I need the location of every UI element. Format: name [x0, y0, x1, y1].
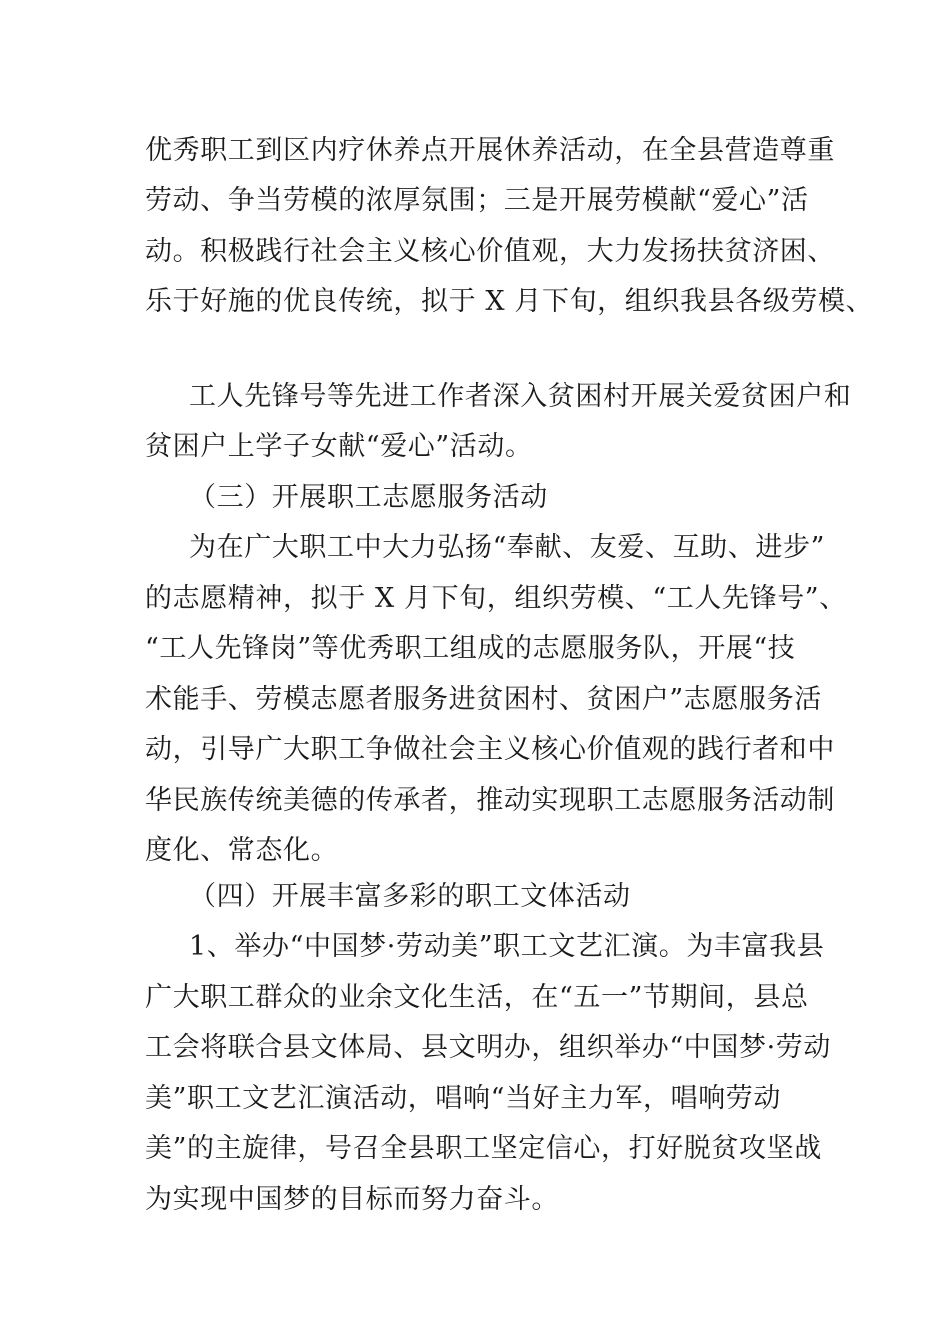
paragraph-line: 为实现中国梦的目标而努力奋斗。: [145, 1184, 559, 1215]
paragraph-line: 1、举办“中国梦·劳动美”职工文艺汇演。为丰富我县: [189, 931, 825, 962]
paragraph-line: 工人先锋号等先进工作者深入贫困村开展关爱贫困户和: [189, 381, 852, 412]
paragraph-line: 工会将联合县文体局、县文明办，组织举办“中国梦·劳动: [145, 1032, 831, 1063]
paragraph-line: 劳动、争当劳模的浓厚氛围；三是开展劳模献“爱心”活: [145, 185, 809, 216]
paragraph-line: 贫困户上学子女献“爱心”活动。: [145, 431, 533, 462]
paragraph-line: 度化、常态化。: [145, 835, 339, 866]
paragraph-line: 美”的主旋律，号召全县职工坚定信心，打好脱贫攻坚战: [145, 1133, 822, 1164]
paragraph-line: 乐于好施的优良传统，拟于 X 月下旬，组织我县各级劳模、: [145, 286, 874, 317]
section-heading: （四）开展丰富多彩的职工文体活动: [189, 881, 631, 912]
paragraph-line: 动。积极践行社会主义核心价值观，大力发扬扶贫济困、: [145, 236, 835, 267]
paragraph-line: “工人先锋岗”等优秀职工组成的志愿服务队，开展“技: [145, 633, 796, 664]
paragraph-line: 华民族传统美德的传承者，推动实现职工志愿服务活动制: [145, 785, 835, 816]
paragraph-line: 为在广大职工中大力弘扬“奉献、友爱、互助、进步”: [189, 532, 826, 563]
paragraph-line: 动，引导广大职工争做社会主义核心价值观的践行者和中: [145, 734, 835, 765]
paragraph-line: 美”职工文艺汇演活动，唱响“当好主力军，唱响劳动: [145, 1083, 782, 1114]
paragraph-line: 术能手、劳模志愿者服务进贫困村、贫困户”志愿服务活: [145, 684, 822, 715]
paragraph-line: 的志愿精神，拟于 X 月下旬，组织劳模、“工人先锋号”、: [145, 583, 847, 614]
paragraph-line: 广大职工群众的业余文化生活，在“五一”节期间，县总: [145, 982, 809, 1013]
paragraph-line: 优秀职工到区内疗休养点开展休养活动，在全县营造尊重: [145, 135, 835, 166]
section-heading: （三）开展职工志愿服务活动: [189, 482, 548, 513]
